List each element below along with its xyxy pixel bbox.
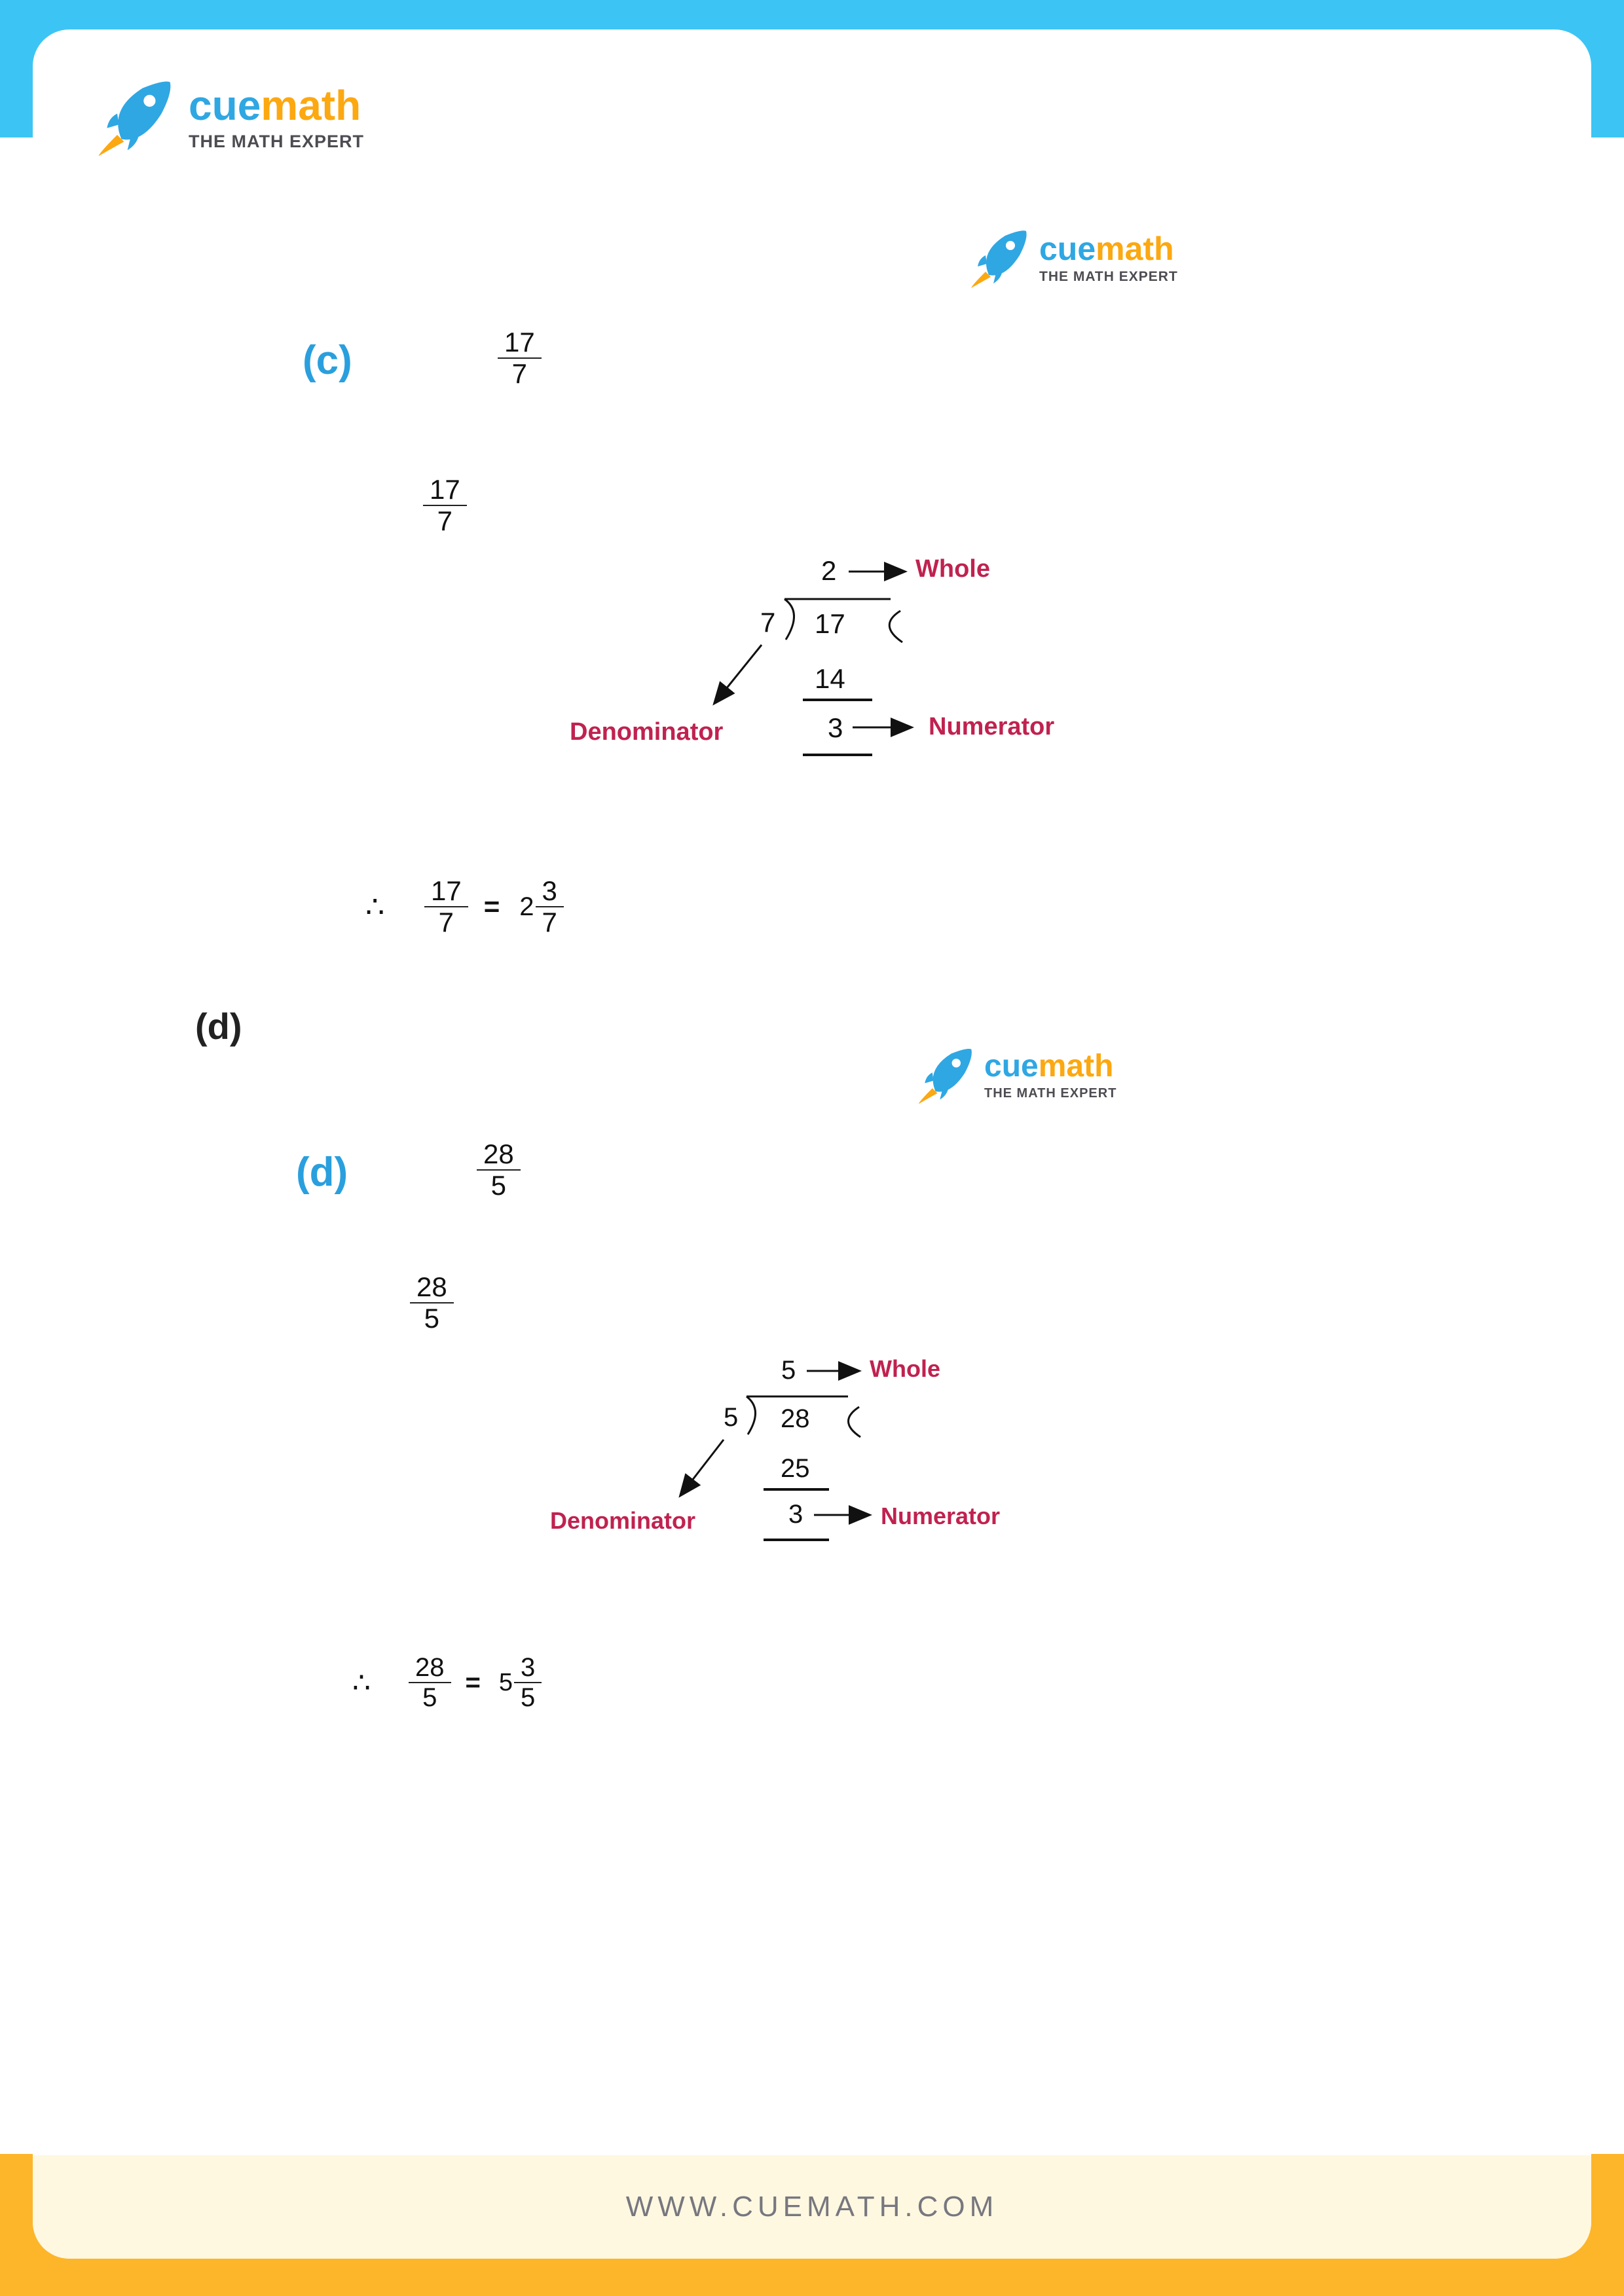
rocket-icon (913, 1044, 976, 1107)
equals-sign: = (483, 891, 500, 922)
part-c-division-diagram (570, 527, 1094, 776)
brand-wordmark: cuemath (189, 81, 361, 129)
whole-label: Whole (870, 1355, 940, 1382)
answer-rhs-fraction: $\frac{3}{5}$ (514, 1653, 542, 1712)
divisor: 7 (760, 607, 776, 638)
quotient: 2 (821, 555, 837, 586)
product: 25 (781, 1454, 810, 1483)
therefore-symbol: ∴ (352, 1666, 371, 1699)
remainder: 3 (788, 1500, 803, 1529)
part-c-question-fraction: $\frac{17}{7}$ (498, 327, 542, 389)
watermark-logo-c: cuemath THE MATH EXPERT (966, 226, 1178, 291)
part-c-step-fraction: $\frac{17}{7}$ (423, 475, 467, 536)
part-d-step-fraction: $\frac{28}{5}$ (410, 1272, 454, 1334)
part-d-answer (352, 1653, 542, 1712)
whole-label: Whole (915, 555, 990, 583)
part-d-heading: (d) (195, 1006, 242, 1047)
page-footer (33, 2155, 1591, 2259)
rocket-icon (966, 226, 1031, 291)
dividend: 28 (781, 1404, 810, 1433)
part-d-division-diagram (550, 1326, 1048, 1561)
remainder: 3 (828, 712, 843, 743)
numerator-label: Numerator (929, 713, 1055, 740)
answer-lhs-fraction: $\frac{17}{7}$ (424, 876, 468, 938)
denominator-label: Denominator (570, 718, 724, 746)
brand-tagline: THE MATH EXPERT (189, 131, 365, 151)
footer-url[interactable]: WWW.CUEMATH.COM (625, 2191, 999, 2223)
quotient: 5 (781, 1356, 796, 1385)
answer-rhs-fraction: $\frac{3}{7}$ (536, 876, 564, 938)
therefore-symbol: ∴ (365, 890, 385, 924)
part-d-label: (d) (296, 1150, 348, 1195)
answer-lhs-fraction: $\frac{28}{5}$ (409, 1653, 451, 1712)
page-card (33, 29, 1591, 2259)
watermark-logo-d: cuemath THE MATH EXPERT (913, 1044, 1116, 1107)
rocket-icon (92, 75, 177, 160)
product: 14 (815, 663, 845, 694)
dividend: 17 (815, 608, 845, 639)
denominator-label: Denominator (550, 1507, 696, 1534)
numerator-label: Numerator (881, 1503, 1001, 1529)
part-d-question-fraction: $\frac{28}{5}$ (477, 1139, 521, 1201)
part-c-label: (c) (303, 338, 352, 383)
answer-whole: 5 (498, 1668, 513, 1696)
part-c-answer (365, 876, 564, 938)
equals-sign: = (465, 1667, 481, 1697)
divisor: 5 (724, 1403, 739, 1432)
answer-whole: 2 (519, 892, 534, 921)
header-logo (92, 75, 364, 160)
